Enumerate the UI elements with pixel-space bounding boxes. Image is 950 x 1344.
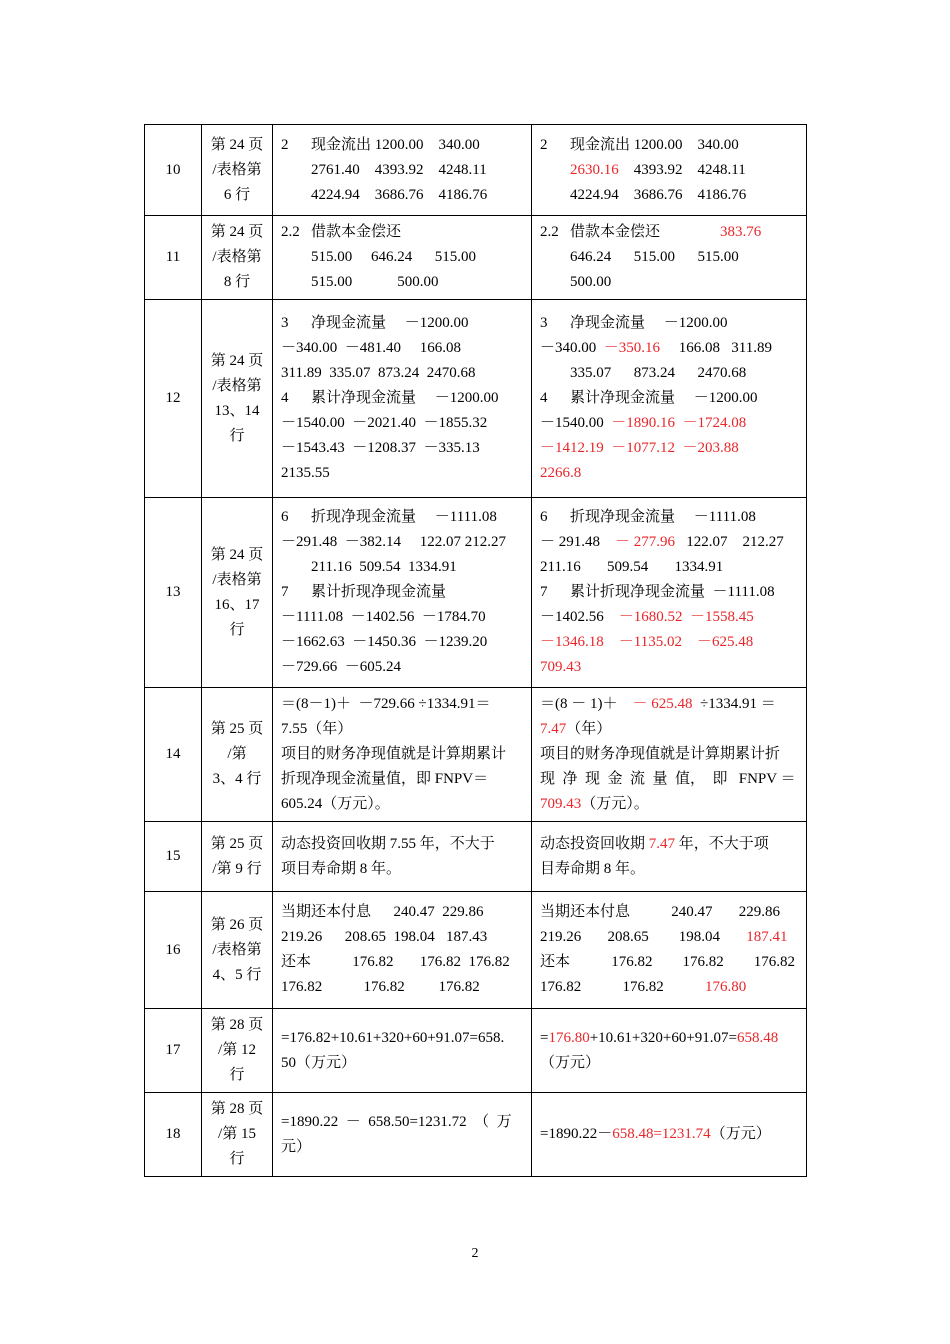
corrected-value: －1346.18 －1135.02 －625.48 bbox=[540, 634, 754, 650]
text-segment: 6 折现净现金流量 －1111.08 bbox=[281, 509, 497, 525]
text-line bbox=[281, 692, 523, 717]
text-segment: 4 累计净现金流量 －1200.00 bbox=[281, 390, 499, 406]
text-line bbox=[281, 925, 523, 950]
text-segment: 211.16 509.54 1334.91 bbox=[281, 559, 457, 575]
text-line bbox=[540, 605, 798, 630]
text-line bbox=[281, 220, 523, 245]
text-segment: －291.48 －382.14 122.07 212.27 bbox=[281, 534, 507, 550]
corrected-value: 709.43 bbox=[540, 659, 582, 675]
text-line bbox=[281, 975, 523, 1000]
text-line bbox=[540, 530, 798, 555]
location-line: /第 bbox=[227, 746, 247, 762]
original-text-cell bbox=[273, 125, 532, 216]
text-segment: 219.26 208.65 198.04 187.43 bbox=[281, 929, 488, 945]
text-segment: 7.55（年） bbox=[281, 721, 353, 737]
text-line bbox=[281, 505, 523, 530]
corrected-text-cell bbox=[532, 498, 807, 688]
corrected-text-cell bbox=[532, 892, 807, 1009]
table-row bbox=[145, 892, 807, 1009]
table-row bbox=[145, 300, 807, 498]
location-line: 8 行 bbox=[223, 274, 251, 290]
text-line bbox=[281, 630, 523, 655]
text-segment: ＝(8－1)＋ －729.66 ÷1334.91＝ bbox=[281, 696, 491, 712]
location-line: 第 24 页 bbox=[210, 224, 264, 240]
location-line: 第 28 页 bbox=[210, 1017, 264, 1033]
text-segment: － 291.48 bbox=[540, 534, 616, 550]
location-cell bbox=[202, 1093, 273, 1177]
location-cell bbox=[202, 1009, 273, 1093]
text-line bbox=[281, 530, 523, 555]
text-line bbox=[540, 555, 798, 580]
text-segment: －1540.00 bbox=[540, 415, 612, 431]
text-line bbox=[281, 133, 523, 158]
corrected-value: 176.80 bbox=[705, 979, 747, 995]
text-segment: －1402.56 bbox=[540, 609, 619, 625]
errata-table bbox=[144, 124, 807, 1177]
corrected-value: 2266.8 bbox=[540, 465, 582, 481]
text-segment: 500.00 bbox=[540, 274, 612, 290]
text-line bbox=[281, 832, 523, 857]
text-segment: 122.07 212.27 bbox=[675, 534, 784, 550]
text-segment: －340.00 －481.40 166.08 bbox=[281, 340, 462, 356]
original-text-cell bbox=[273, 892, 532, 1009]
text-line bbox=[540, 311, 798, 336]
original-text-cell bbox=[273, 1009, 532, 1093]
text-segment: 元） bbox=[281, 1138, 312, 1155]
text-segment: 当期还本付息 240.47 229.86 bbox=[281, 904, 484, 920]
text-line bbox=[281, 1026, 523, 1051]
location-line: 第 26 页 bbox=[210, 916, 264, 933]
text-segment: 动态投资回收期 bbox=[540, 835, 649, 852]
location-cell bbox=[202, 216, 273, 300]
text-line bbox=[540, 925, 798, 950]
text-line bbox=[281, 336, 523, 361]
item-number: 10 bbox=[145, 125, 202, 216]
text-line bbox=[281, 900, 523, 925]
text-line bbox=[540, 245, 798, 270]
corrected-value: 383.76 bbox=[720, 224, 762, 240]
corrected-text-cell bbox=[532, 822, 807, 892]
text-line bbox=[540, 792, 798, 817]
text-segment: = bbox=[540, 1029, 549, 1046]
location-line: 行 bbox=[229, 427, 245, 444]
text-line bbox=[540, 270, 798, 295]
location-cell bbox=[202, 822, 273, 892]
text-segment: 4224.94 3686.76 4186.76 bbox=[281, 186, 488, 203]
text-line bbox=[281, 857, 523, 882]
text-line bbox=[281, 183, 523, 208]
text-segment: 2 现金流出 1200.00 340.00 bbox=[540, 136, 739, 153]
text-segment: 4224.94 3686.76 4186.76 bbox=[540, 186, 747, 203]
corrected-value: 658.48 bbox=[737, 1029, 779, 1046]
text-segment: 50（万元） bbox=[281, 1054, 357, 1071]
text-segment: 176.82 176.82 bbox=[540, 979, 705, 995]
text-segment: 211.16 509.54 1334.91 bbox=[540, 559, 724, 575]
corrected-value: 709.43 bbox=[540, 796, 582, 812]
corrected-value: － 277.96 bbox=[615, 534, 676, 550]
text-line bbox=[540, 386, 798, 411]
errata-table-body bbox=[145, 125, 807, 1177]
text-line bbox=[281, 436, 523, 461]
item-number: 11 bbox=[145, 216, 202, 300]
text-line bbox=[540, 742, 798, 767]
location-line: 第 25 页 bbox=[210, 835, 264, 852]
table-row bbox=[145, 498, 807, 688]
text-line bbox=[540, 950, 798, 975]
original-text-cell bbox=[273, 822, 532, 892]
text-line bbox=[540, 630, 798, 655]
text-line bbox=[540, 692, 798, 717]
corrected-value: 7.47 bbox=[540, 721, 567, 737]
text-line bbox=[281, 158, 523, 183]
text-line bbox=[540, 461, 798, 486]
text-segment: 515.00 500.00 bbox=[281, 274, 439, 290]
location-line: /表格第 bbox=[212, 249, 262, 265]
text-segment: 646.24 515.00 515.00 bbox=[540, 249, 739, 265]
text-segment: 2761.40 4393.92 4248.11 bbox=[281, 161, 487, 178]
text-line bbox=[281, 411, 523, 436]
corrected-value: －1890.16 －1724.08 bbox=[611, 415, 747, 431]
text-line bbox=[281, 717, 523, 742]
text-segment: （万元） bbox=[710, 1126, 771, 1142]
table-row bbox=[145, 1009, 807, 1093]
location-cell bbox=[202, 300, 273, 498]
location-cell bbox=[202, 498, 273, 688]
location-line: 第 24 页 bbox=[210, 136, 264, 153]
text-segment: +10.61+320+60+91.07= bbox=[589, 1029, 738, 1046]
text-line bbox=[281, 270, 523, 295]
table-row bbox=[145, 216, 807, 300]
text-line bbox=[540, 436, 798, 461]
corrected-value: 2630.16 bbox=[570, 161, 619, 178]
text-segment: 2135.55 bbox=[281, 465, 330, 481]
item-number: 16 bbox=[145, 892, 202, 1009]
text-line bbox=[540, 505, 798, 530]
corrected-value: －350.16 bbox=[603, 340, 661, 356]
text-line bbox=[281, 950, 523, 975]
text-line bbox=[281, 461, 523, 486]
original-text-cell bbox=[273, 498, 532, 688]
text-line bbox=[281, 767, 523, 792]
text-line bbox=[281, 580, 523, 605]
location-line: 行 bbox=[229, 1151, 245, 1167]
text-segment: 动态投资回收期 7.55 年，不大于 bbox=[281, 835, 495, 852]
text-line bbox=[540, 580, 798, 605]
text-segment: 166.08 311.89 bbox=[660, 340, 772, 356]
text-line bbox=[540, 411, 798, 436]
corrected-value: － 625.48 bbox=[632, 696, 693, 712]
corrected-value: 7.47 bbox=[648, 835, 676, 852]
text-segment: 现 净 现 金 流 量 值， 即 FNPV ＝ bbox=[540, 771, 796, 787]
text-line bbox=[540, 220, 798, 245]
text-segment: =1890.22 － 658.50=1231.72 （ 万 bbox=[281, 1113, 512, 1130]
text-line bbox=[281, 655, 523, 680]
text-segment: 2.2 借款本金偿还 bbox=[281, 224, 402, 240]
text-line bbox=[540, 857, 798, 882]
corrected-text-cell bbox=[532, 125, 807, 216]
original-text-cell bbox=[273, 1093, 532, 1177]
text-line bbox=[281, 605, 523, 630]
text-segment: =1890.22－ bbox=[540, 1126, 613, 1142]
text-segment: （万元）。 bbox=[581, 796, 649, 812]
text-line bbox=[281, 245, 523, 270]
text-line bbox=[540, 975, 798, 1000]
text-segment: 3 净现金流量 －1200.00 bbox=[540, 315, 728, 331]
text-line bbox=[540, 1026, 798, 1051]
corrected-value: －1412.19 －1077.12 －203.88 bbox=[540, 440, 739, 456]
text-segment: （年） bbox=[566, 721, 612, 737]
corrected-text-cell bbox=[532, 216, 807, 300]
location-line: 第 25 页 bbox=[210, 721, 264, 737]
location-line: /第 9 行 bbox=[212, 860, 262, 877]
text-segment: 2 现金流出 1200.00 340.00 bbox=[281, 136, 480, 153]
table-row bbox=[145, 125, 807, 216]
text-line bbox=[540, 133, 798, 158]
text-line bbox=[540, 158, 798, 183]
item-number: 18 bbox=[145, 1093, 202, 1177]
text-line bbox=[540, 767, 798, 792]
text-segment: －1543.43 －1208.37 －335.13 bbox=[281, 440, 480, 456]
corrected-value: 658.48=1231.74 bbox=[612, 1126, 711, 1142]
text-segment: －729.66 －605.24 bbox=[281, 659, 402, 675]
text-segment: 335.07 873.24 2470.68 bbox=[540, 365, 747, 381]
table-row bbox=[145, 1093, 807, 1177]
text-line bbox=[540, 336, 798, 361]
location-line: 3、4 行 bbox=[212, 771, 262, 787]
text-segment: 176.82 176.82 176.82 bbox=[281, 979, 480, 995]
text-segment: 项目寿命期 8 年。 bbox=[281, 860, 402, 877]
text-segment: 605.24（万元）。 bbox=[281, 796, 390, 812]
location-line: 13、14 bbox=[214, 402, 260, 419]
page-number: 2 bbox=[471, 1246, 479, 1261]
text-segment: －1540.00 －2021.40 －1855.32 bbox=[281, 415, 488, 431]
text-line bbox=[281, 1110, 523, 1135]
location-cell bbox=[202, 125, 273, 216]
text-line bbox=[281, 555, 523, 580]
text-line bbox=[281, 311, 523, 336]
location-line: /第 15 bbox=[218, 1126, 256, 1142]
text-segment: （万元） bbox=[540, 1054, 601, 1071]
text-segment: 目寿命期 8 年。 bbox=[540, 860, 646, 877]
text-segment: 还本 176.82 176.82 176.82 bbox=[281, 954, 510, 970]
location-line: /表格第 bbox=[212, 161, 262, 178]
text-segment: 当期还本付息 240.47 229.86 bbox=[540, 904, 781, 920]
text-line bbox=[540, 361, 798, 386]
text-segment: 项目的财务净现值就是计算期累计折 bbox=[540, 746, 781, 762]
text-line bbox=[540, 717, 798, 742]
item-number: 12 bbox=[145, 300, 202, 498]
location-line: /第 12 bbox=[218, 1042, 256, 1058]
corrected-value: 187.41 bbox=[746, 929, 788, 945]
location-line: /表格第 bbox=[212, 941, 262, 958]
text-line bbox=[281, 792, 523, 817]
location-cell bbox=[202, 688, 273, 822]
text-segment: =176.82+10.61+320+60+91.07=658. bbox=[281, 1029, 505, 1046]
text-line bbox=[540, 1122, 798, 1147]
text-segment: －340.00 bbox=[540, 340, 604, 356]
text-segment: 4 累计净现金流量 －1200.00 bbox=[540, 390, 758, 406]
text-segment: 年，不大于项 bbox=[675, 835, 769, 852]
text-segment: 折现净现金流量值，即 FNPV＝ bbox=[281, 771, 489, 787]
text-segment: 还本 176.82 176.82 176.82 bbox=[540, 954, 796, 970]
item-number: 17 bbox=[145, 1009, 202, 1093]
location-line: 第 24 页 bbox=[210, 546, 264, 563]
text-segment: 3 净现金流量 －1200.00 bbox=[281, 315, 469, 331]
location-line: 第 24 页 bbox=[210, 352, 264, 369]
original-text-cell bbox=[273, 688, 532, 822]
text-line bbox=[540, 183, 798, 208]
location-line: /表格第 bbox=[212, 571, 262, 588]
text-line bbox=[540, 900, 798, 925]
corrected-text-cell bbox=[532, 300, 807, 498]
text-segment: 515.00 646.24 515.00 bbox=[281, 249, 476, 265]
text-line bbox=[281, 361, 523, 386]
item-number: 14 bbox=[145, 688, 202, 822]
location-line: 行 bbox=[229, 1067, 245, 1083]
location-cell bbox=[202, 892, 273, 1009]
text-line bbox=[281, 386, 523, 411]
text-segment: ＝(8 － 1)＋ bbox=[540, 696, 633, 712]
text-segment: －1111.08 －1402.56 －1784.70 bbox=[281, 609, 486, 625]
location-line: 行 bbox=[229, 621, 245, 638]
location-line: 16、17 bbox=[214, 596, 260, 613]
text-segment: 219.26 208.65 198.04 bbox=[540, 929, 747, 945]
location-line: 6 行 bbox=[223, 186, 251, 203]
text-line bbox=[281, 1051, 523, 1076]
text-segment: 311.89 335.07 873.24 2470.68 bbox=[281, 365, 476, 381]
text-segment: 4393.92 4248.11 bbox=[618, 161, 746, 178]
table-row bbox=[145, 822, 807, 892]
corrected-text-cell bbox=[532, 688, 807, 822]
text-segment: ÷1334.91 ＝ bbox=[692, 696, 776, 712]
original-text-cell bbox=[273, 300, 532, 498]
text-segment: －1662.63 －1450.36 －1239.20 bbox=[281, 634, 488, 650]
item-number: 13 bbox=[145, 498, 202, 688]
location-line: /表格第 bbox=[212, 377, 262, 394]
text-segment: 2.2 借款本金偿还 bbox=[540, 224, 721, 240]
original-text-cell bbox=[273, 216, 532, 300]
text-line bbox=[281, 1135, 523, 1160]
text-line bbox=[281, 742, 523, 767]
corrected-text-cell bbox=[532, 1009, 807, 1093]
text-segment: 7 累计折现净现金流量 bbox=[281, 584, 447, 600]
item-number: 15 bbox=[145, 822, 202, 892]
text-segment: 7 累计折现净现金流量 －1111.08 bbox=[540, 584, 775, 600]
text-segment bbox=[540, 162, 570, 178]
corrected-text-cell bbox=[532, 1093, 807, 1177]
corrected-value: 176.80 bbox=[548, 1029, 590, 1046]
location-line: 第 28 页 bbox=[210, 1101, 264, 1117]
text-line bbox=[540, 1051, 798, 1076]
text-segment: 6 折现净现金流量 －1111.08 bbox=[540, 509, 756, 525]
location-line: 4、5 行 bbox=[212, 966, 262, 983]
text-segment: 项目的财务净现值就是计算期累计 bbox=[281, 746, 507, 762]
text-line bbox=[540, 655, 798, 680]
table-row bbox=[145, 688, 807, 822]
corrected-value: －1680.52 －1558.45 bbox=[618, 609, 754, 625]
text-line bbox=[540, 832, 798, 857]
